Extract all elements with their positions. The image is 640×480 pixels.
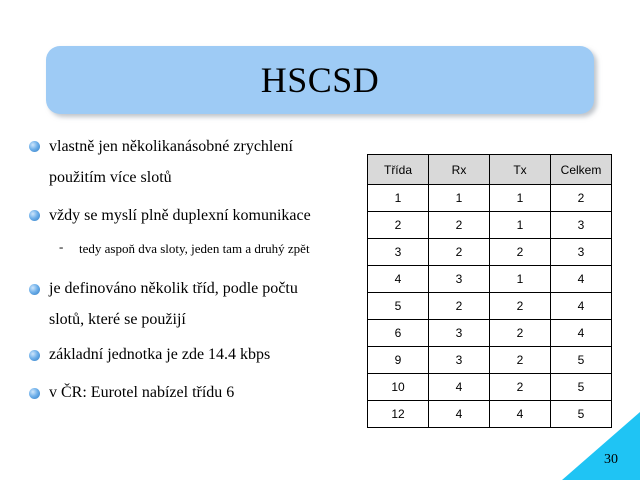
table-header-cell: Tx (490, 155, 551, 185)
table-cell: 2 (490, 347, 551, 374)
table-cell: 1 (490, 185, 551, 212)
corner-triangle (562, 412, 640, 480)
table-row (368, 185, 612, 212)
bullet-item (49, 200, 349, 231)
table-cell: 1 (490, 212, 551, 239)
table-cell: 2 (490, 239, 551, 266)
table-cell: 5 (551, 347, 612, 374)
table-cell: 10 (368, 374, 429, 401)
table-cell: 4 (429, 401, 490, 428)
table-row (368, 347, 612, 374)
table-cell: 5 (551, 374, 612, 401)
table-cell: 3 (551, 239, 612, 266)
slide-title: HSCSD (260, 60, 380, 100)
table-cell: 5 (551, 401, 612, 428)
table-header-cell: Třída (368, 155, 429, 185)
table-row (368, 212, 612, 239)
table-cell: 4 (368, 266, 429, 293)
table-header-cell: Celkem (551, 155, 612, 185)
table-cell: 3 (429, 347, 490, 374)
table-cell: 2 (551, 185, 612, 212)
table-cell: 3 (368, 239, 429, 266)
table-header-cell: Rx (429, 155, 490, 185)
table-cell: 4 (429, 374, 490, 401)
table-cell: 3 (429, 320, 490, 347)
bullet-dot (29, 141, 40, 152)
bullet-line: slotů, které se použijí (49, 311, 186, 328)
bullet-line: je definováno několik tříd, podle počtu (49, 280, 298, 297)
table-cell: 9 (368, 347, 429, 374)
table-cell: 4 (551, 293, 612, 320)
table-cell: 12 (368, 401, 429, 428)
table-cell: 4 (490, 401, 551, 428)
bullet-dot (29, 284, 40, 295)
bullet-line: v ČR: Eurotel nabízel třídu 6 (49, 384, 235, 401)
table-row (368, 320, 612, 347)
table-row (368, 293, 612, 320)
table-cell: 2 (490, 293, 551, 320)
table-row (368, 239, 612, 266)
bullet-line: základní jednotka je zde 14.4 kbps (49, 346, 271, 363)
table-cell: 1 (368, 185, 429, 212)
table-cell: 6 (368, 320, 429, 347)
table-cell: 2 (368, 212, 429, 239)
table-cell: 5 (368, 293, 429, 320)
sub-bullet-item: tedy aspoň dva sloty, jeden tam a druhý zpět (79, 241, 310, 256)
bullet-dot (29, 388, 40, 399)
bullet-item (49, 131, 349, 193)
table-row (368, 266, 612, 293)
table-row (368, 374, 612, 401)
table-cell: 2 (490, 374, 551, 401)
bullet-dot (29, 350, 40, 361)
table-cell: 4 (551, 266, 612, 293)
sub-bullet-dash: - (59, 239, 64, 254)
table-cell: 1 (490, 266, 551, 293)
bullet-line: použitím více slotů (49, 169, 172, 186)
table-cell: 2 (429, 293, 490, 320)
table-cell: 3 (429, 266, 490, 293)
slot-class-table (367, 154, 612, 428)
bullet-dot (29, 210, 40, 221)
table-header-row (368, 155, 612, 185)
bullet-line: vždy se myslí plně duplexní komunikace (49, 207, 311, 224)
table-cell: 1 (429, 185, 490, 212)
page-number: 30 (604, 452, 618, 467)
table-cell: 3 (551, 212, 612, 239)
table-cell: 2 (429, 239, 490, 266)
table-cell: 2 (490, 320, 551, 347)
bullet-line: vlastně jen několikanásobné zrychlení (49, 138, 293, 155)
bullet-item (49, 339, 349, 370)
bullet-item (49, 273, 349, 335)
bullet-item (49, 377, 349, 408)
table-cell: 2 (429, 212, 490, 239)
table-cell: 4 (551, 320, 612, 347)
